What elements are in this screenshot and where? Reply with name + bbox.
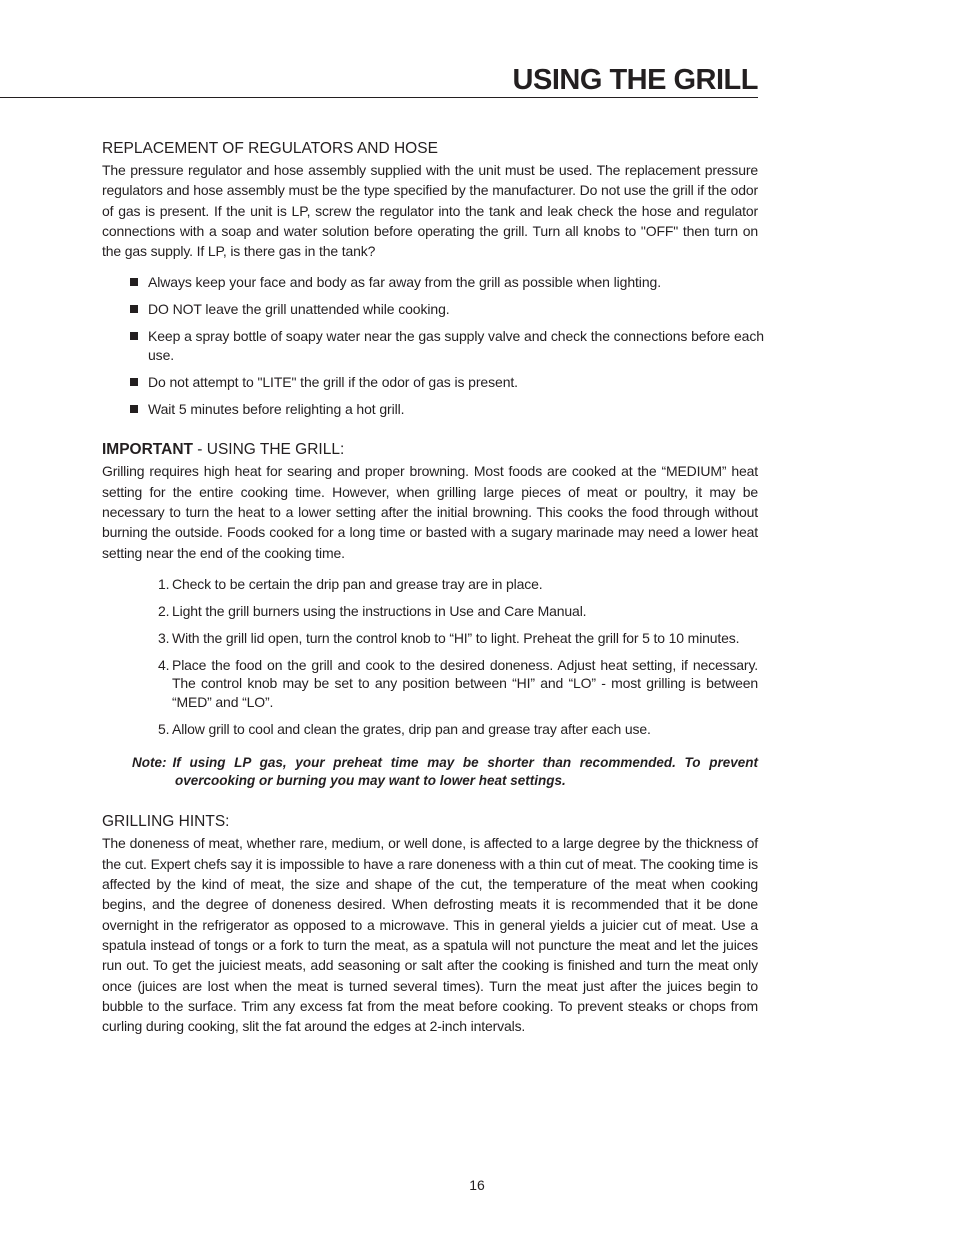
important-label: IMPORTANT bbox=[102, 441, 193, 459]
bullet-item bbox=[130, 273, 770, 292]
step-number: 4. bbox=[158, 656, 170, 673]
bullet-text: DO NOT leave the grill unattended while cooking. bbox=[148, 301, 450, 318]
square-bullet-icon bbox=[130, 278, 138, 286]
regulators-paragraph: The pressure regulator and hose assembly supplied with the unit must be used. The replacement pressure regulators and hose assembly must be the type specified by the manufacturer. Do not use the grill if the odor of gas is present. If the unit is LP, screw the regulator into the tank and leak check the hose and regulator connections with a soap and water solution before operating the grill. Turn all knobs to "OFF" then turn on the gas supply. If LP, is there gas in the tank? bbox=[102, 162, 758, 260]
section-heading-hints: GRILLING HINTS: bbox=[102, 813, 230, 831]
step-number: 2. bbox=[158, 602, 170, 619]
step-number: 5. bbox=[158, 720, 170, 737]
step-item bbox=[158, 629, 758, 648]
page-title: USING THE GRILL bbox=[512, 64, 758, 96]
page-content bbox=[102, 138, 764, 1036]
step-item bbox=[158, 602, 758, 621]
bullet-item bbox=[130, 373, 770, 392]
page-number: 16 bbox=[469, 1177, 485, 1193]
important-heading-rest: - USING THE GRILL: bbox=[192, 441, 345, 459]
step-number: 3. bbox=[158, 629, 170, 646]
preheat-note bbox=[132, 754, 758, 790]
header-rule bbox=[0, 97, 758, 98]
note-label: Note: bbox=[132, 755, 167, 771]
square-bullet-icon bbox=[130, 305, 138, 313]
step-text: Allow grill to cool and clean the grates, drip pan and grease tray after each use. bbox=[172, 720, 651, 737]
important-paragraph: Grilling requires high heat for searing and proper browning. Most foods are cooked at the “MEDIUM” heat setting for the entire cooking time. However, when grilling large pieces of meat or poultry, it may be necessary to turn the heat to a lower setting after the initial browning. This cooks the food through without burning the outside. Foods cooked for a long time or basted with a sugary marinade may need a lower heat setting near the end of the cooking time. bbox=[102, 463, 758, 561]
square-bullet-icon bbox=[130, 332, 138, 340]
note-text: If using LP gas, your preheat time may be shorter than recommended. To prevent overcooking or burning you may want to lower heat settings. bbox=[172, 755, 758, 789]
step-item bbox=[158, 720, 758, 739]
bullet-text: Wait 5 minutes before relighting a hot grill. bbox=[148, 401, 405, 418]
hints-paragraph: The doneness of meat, whether rare, medium, or well done, is affected to a large degree by the thickness of the cut. Expert chefs say it is impossible to have a rare doneness with a thin cut of meat. The cooking time is affected by the kind of meat, the size and shape of the cut, the temperature of the meat when cooking begins, and the degree of doneness desired. When defrosting meats it is recommended that it be done overnight in the refrigerator as opposed to a microwave. This in general yields a juicier cut of meat. Use a spatula instead of tongs or a fork to turn the meat, as a spatula will not puncture the meat and let the juices run out. To get the juiciest meats, add seasoning or salt after the cooking is finished and turn the meat only once (juices are lost when the meat is turned several times). Turn the meat just after the juices begin to bubble to the surface. Trim any excess fat from the meat before cooking. To prevent steaks or chops from curling during cooking, slit the fat around the edges at 2-inch intervals. bbox=[102, 835, 758, 1035]
bullet-item bbox=[130, 300, 770, 319]
step-text: Check to be certain the drip pan and grease tray are in place. bbox=[172, 575, 543, 592]
bullet-text: Do not attempt to "LITE" the grill if the odor of gas is present. bbox=[148, 374, 518, 391]
grilling-steps-list bbox=[102, 575, 758, 739]
section-heading-important bbox=[102, 439, 758, 461]
step-text: With the grill lid open, turn the control knob to “HI” to light. Preheat the grill for 5 to 10 minutes. bbox=[172, 629, 740, 646]
step-item bbox=[158, 656, 758, 712]
square-bullet-icon bbox=[130, 378, 138, 386]
bullet-item bbox=[130, 327, 770, 365]
step-text: Light the grill burners using the instructions in Use and Care Manual. bbox=[172, 602, 587, 619]
bullet-text: Always keep your face and body as far away from the grill as possible when lighting. bbox=[148, 274, 661, 291]
bullet-item bbox=[130, 400, 770, 419]
section-heading-regulators: REPLACEMENT OF REGULATORS AND HOSE bbox=[102, 140, 438, 157]
step-number: 1. bbox=[158, 575, 170, 592]
safety-bullet-list bbox=[102, 273, 770, 419]
bullet-text: Keep a spray bottle of soapy water near the gas supply valve and check the connections before each use. bbox=[148, 328, 764, 364]
step-item bbox=[158, 575, 758, 594]
step-text: Place the food on the grill and cook to the desired doneness. Adjust heat setting, if necessary. The control knob may be set to any position between “HI” and “LO” - most grilling is between “MED” and “LO”. bbox=[172, 656, 758, 710]
square-bullet-icon bbox=[130, 405, 138, 413]
